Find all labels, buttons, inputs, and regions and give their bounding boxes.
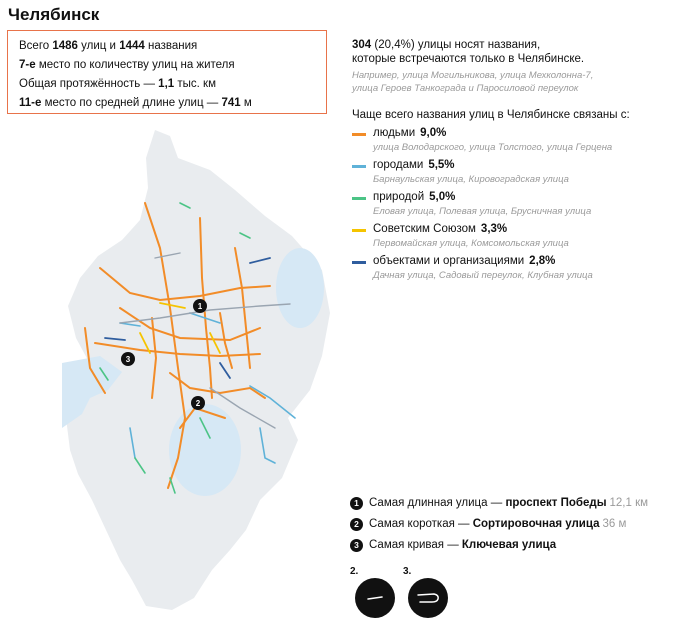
legend-head (373, 223, 507, 235)
map-marker-shortest (191, 396, 205, 410)
svg-text:1: 1 (197, 302, 203, 311)
legend-swatch (352, 261, 366, 264)
record-label: Самая кривая — (369, 539, 462, 551)
record-label: Самая длинная улица — (369, 497, 506, 509)
legend-examples: Первомайская улица, Комсомольская улица (373, 238, 569, 249)
stat-total-length (19, 75, 326, 94)
city-street-map (60, 128, 335, 618)
stat-text: Общая протяжённость — (19, 78, 159, 90)
record-street-name: Сортировочная улица (472, 518, 600, 530)
record-marker: 2 (350, 518, 363, 531)
record-text (369, 539, 559, 551)
unique-names-block (352, 38, 672, 95)
legend-examples: улица Володарского, улица Толстого, улица Герцена (373, 142, 613, 153)
legend-head (373, 255, 555, 267)
unique-text: (20,4%) улицы носят названия, (371, 39, 541, 51)
stats-box (7, 30, 327, 114)
legend-examples: Еловая улица, Полевая улица, Брусничная улица (373, 206, 592, 217)
map-marker-curviest (121, 352, 135, 366)
unique-example-line: улица Героев Танкограда и Паросиловой переулок (352, 83, 579, 94)
legend-item-objects (352, 255, 672, 287)
curviest-street-shape (408, 578, 448, 618)
curved-line-icon (408, 578, 448, 618)
category-legend (352, 127, 672, 287)
stat-text: место по средней длине улиц — (41, 97, 222, 109)
lake-pervoe (276, 248, 324, 328)
record-text (369, 497, 648, 509)
legend-label: Советским Союзом (373, 223, 476, 235)
unique-names-text (352, 38, 672, 66)
record-marker: 3 (350, 539, 363, 552)
legend-swatch (352, 165, 366, 168)
stat-text: улиц и (77, 40, 120, 52)
record-text (369, 518, 626, 530)
record-length: 12,1 км (609, 497, 649, 509)
legend-swatch (352, 229, 366, 232)
legend-head (373, 127, 446, 139)
legend-item-soviet (352, 223, 672, 255)
record-label: Самая короткая — (369, 518, 473, 530)
stat-rank: 7-е (19, 59, 36, 71)
stat-names-count: 1444 (119, 40, 145, 52)
unique-count: 304 (352, 39, 372, 51)
record-street-name: проспект Победы (505, 497, 607, 509)
legend-percent: 5,5% (428, 159, 455, 171)
legend-label: объектами и организациями (373, 255, 525, 267)
unique-examples (352, 69, 672, 95)
unique-text: которые встречаются только в Челябинске. (352, 53, 585, 65)
legend-item-people (352, 127, 672, 159)
stat-length-value: 1,1 (158, 78, 175, 90)
svg-text:3: 3 (125, 355, 131, 364)
legend-percent: 2,8% (529, 255, 556, 267)
stat-text: тыс. км (174, 78, 216, 90)
stat-average-length (19, 94, 326, 113)
legend-head (373, 159, 455, 171)
city-title: Челябинск (8, 5, 100, 24)
shortest-street-shape (355, 578, 395, 618)
record-marker: 1 (350, 497, 363, 510)
record-curviest (350, 539, 670, 560)
records-list (350, 497, 670, 560)
record-length: 36 м (602, 518, 627, 530)
legend-label: людьми (373, 127, 416, 139)
legend-examples: Барнаульская улица, Кировоградская улица (373, 174, 569, 185)
legend-item-cities (352, 159, 672, 191)
stat-total-streets (19, 37, 326, 56)
legend-percent: 5,0% (429, 191, 456, 203)
legend-examples: Дачная улица, Садовый переулок, Клубная улица (373, 270, 593, 281)
stat-text: м (240, 97, 252, 109)
stat-text: Всего (19, 40, 53, 52)
stat-rank-per-capita (19, 56, 326, 75)
record-shortest (350, 518, 670, 539)
legend-percent: 9,0% (420, 127, 447, 139)
record-street-name: Ключевая улица (461, 539, 557, 551)
shape-label-shortest: 2. (350, 566, 359, 577)
legend-label: природой (373, 191, 425, 203)
unique-example-line: Например, улица Могильникова, улица Мехколонна-7, (352, 70, 594, 81)
stat-text: названия (144, 40, 198, 52)
categories-title: Чаще всего названия улиц в Челябинске связаны с: (352, 109, 630, 121)
stat-streets-count: 1486 (52, 40, 78, 52)
svg-text:2: 2 (195, 399, 201, 408)
legend-label: городами (373, 159, 424, 171)
stat-avg-value: 741 (221, 97, 241, 109)
legend-head (373, 191, 455, 203)
record-longest (350, 497, 670, 518)
legend-swatch (352, 197, 366, 200)
stat-text: место по количеству улиц на жителя (35, 59, 235, 71)
map-marker-longest (193, 299, 207, 313)
legend-item-nature (352, 191, 672, 223)
legend-percent: 3,3% (480, 223, 508, 235)
short-line-icon (355, 578, 395, 618)
shape-label-curviest: 3. (403, 566, 412, 577)
legend-swatch (352, 133, 366, 136)
stat-rank: 11-е (19, 97, 42, 109)
